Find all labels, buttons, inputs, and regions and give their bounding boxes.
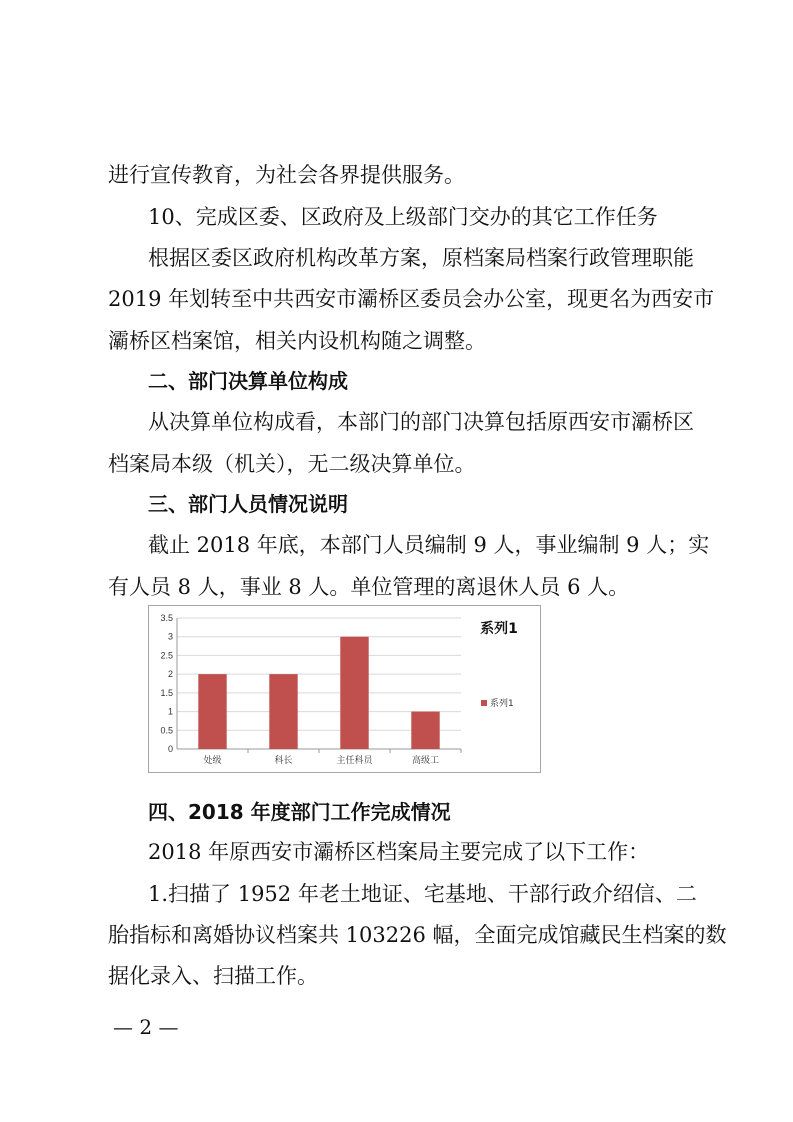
paragraph-line: 据化录入、扫描工作。 [108, 964, 318, 988]
y-tick-label: 0.5 [160, 725, 173, 736]
paragraph-line: 胎指标和离婚协议档案共 103226 幅，全面完成馆藏民生档案的数 [108, 923, 727, 947]
paragraph-line: 10、完成区委、区政府及上级部门交办的其它工作任务 [148, 205, 658, 229]
y-tick-label: 2.5 [160, 650, 173, 661]
section-heading-work: 四、2018 年度部门工作完成情况 [148, 800, 451, 824]
paragraph-line: 有人员 8 人，事业 8 人。单位管理的离退休人员 6 人。 [108, 575, 630, 599]
bar [340, 637, 368, 749]
y-tick-label: 2 [167, 669, 173, 680]
x-tick-label: 处级 [203, 756, 222, 766]
legend-label: 系列1 [490, 699, 514, 709]
paragraph-line: 1.扫描了 1952 年老土地证、宅基地、干部行政介绍信、二 [148, 882, 697, 906]
paragraph-line: 从决算单位构成看，本部门的部门决算包括原西安市灞桥区 [148, 410, 694, 434]
y-tick-label: 0 [167, 744, 173, 754]
paragraph-line: 进行宣传教育，为社会各界提供服务。 [108, 163, 465, 187]
legend-swatch [481, 700, 487, 706]
y-tick-label: 3 [167, 631, 173, 642]
paragraph-line: 2018 年原西安市灞桥区档案局主要完成了以下工作： [148, 840, 650, 864]
x-tick-label: 主任科员 [336, 756, 373, 766]
bar [198, 674, 226, 749]
paragraph-line: 截止 2018 年底，本部门人员编制 9 人，事业编制 9 人；实 [148, 533, 710, 557]
bar [269, 674, 297, 749]
bar [411, 712, 439, 749]
paragraph-line: 根据区委区政府机构改革方案，原档案局档案行政管理职能 [148, 246, 694, 270]
x-tick-label: 高级工 [411, 756, 440, 766]
paragraph-line: 档案局本级（机关），无二级决算单位。 [108, 452, 476, 476]
section-heading-staff: 三、部门人员情况说明 [148, 492, 348, 516]
x-tick-label: 科长 [274, 756, 293, 766]
y-tick-label: 3.5 [160, 613, 173, 623]
y-tick-label: 1 [167, 706, 173, 717]
chart-title: 系列1 [480, 621, 518, 637]
staff-bar-chart [148, 605, 541, 773]
chart-canvas [149, 606, 540, 772]
paragraph-line: 灞桥区档案馆，相关内设机构随之调整。 [108, 329, 486, 353]
paragraph-line: 2019 年划转至中共西安市灞桥区委员会办公室，现更名为西安市 [108, 287, 715, 311]
page-number: — 2 — [113, 1015, 179, 1039]
y-tick-label: 1.5 [160, 687, 173, 698]
section-heading-units: 二、部门决算单位构成 [148, 369, 348, 393]
